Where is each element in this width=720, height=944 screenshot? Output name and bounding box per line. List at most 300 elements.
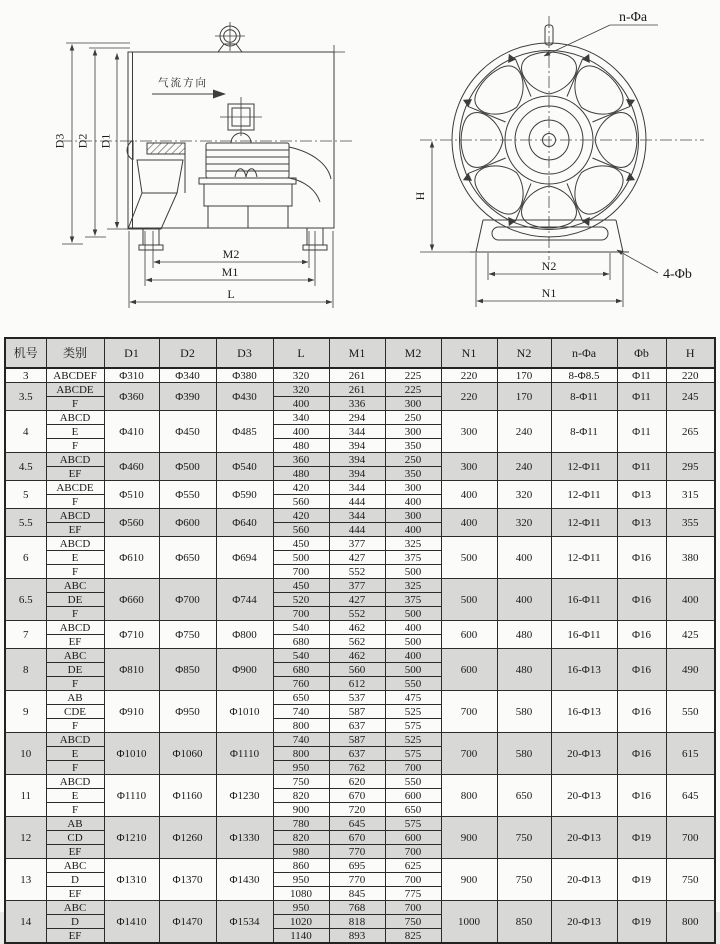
n1-label: N1 bbox=[541, 286, 557, 300]
cell-category: ABC bbox=[46, 859, 104, 873]
cell-fb: Φ16 bbox=[617, 537, 666, 579]
table-row bbox=[5, 775, 715, 789]
cell-l: 800 bbox=[273, 719, 329, 733]
cell-category: F bbox=[46, 439, 104, 453]
cell-m1: 770 bbox=[329, 873, 385, 887]
cell-fb: Φ11 bbox=[617, 453, 666, 481]
cell-m1: 818 bbox=[329, 915, 385, 929]
cell-fb: Φ11 bbox=[617, 383, 666, 411]
cell-d3: Φ430 bbox=[216, 383, 273, 411]
cell-n1: 220 bbox=[441, 368, 497, 383]
cell-h: 800 bbox=[666, 901, 715, 944]
cell-d1: Φ610 bbox=[104, 537, 159, 579]
cell-m1: 377 bbox=[329, 537, 385, 551]
table-row bbox=[5, 481, 715, 495]
table-row bbox=[5, 579, 715, 593]
cell-category: D bbox=[46, 873, 104, 887]
cell-l: 950 bbox=[273, 873, 329, 887]
table-row bbox=[5, 509, 715, 523]
cell-m1: 637 bbox=[329, 747, 385, 761]
cell-l: 450 bbox=[273, 579, 329, 593]
cell-size: 4.5 bbox=[5, 453, 46, 481]
cell-d3: Φ1534 bbox=[216, 901, 273, 944]
cell-na: 12-Φ11 bbox=[551, 537, 617, 579]
cell-m2: 600 bbox=[385, 831, 441, 845]
header-n2: N2 bbox=[497, 338, 551, 368]
cell-fb: Φ19 bbox=[617, 817, 666, 859]
cell-m1: 560 bbox=[329, 663, 385, 677]
cell-size: 11 bbox=[5, 775, 46, 817]
cell-d3: Φ694 bbox=[216, 537, 273, 579]
cell-d1: Φ810 bbox=[104, 649, 159, 691]
cell-fb: Φ16 bbox=[617, 621, 666, 649]
cell-size: 13 bbox=[5, 859, 46, 901]
cell-na: 20-Φ13 bbox=[551, 859, 617, 901]
cell-l: 320 bbox=[273, 383, 329, 397]
cell-category: AB bbox=[46, 691, 104, 705]
cell-l: 680 bbox=[273, 635, 329, 649]
cell-l: 860 bbox=[273, 859, 329, 873]
airflow-label: 气流方向 bbox=[158, 78, 208, 89]
cell-d2: Φ750 bbox=[159, 621, 216, 649]
cell-d1: Φ1210 bbox=[104, 817, 159, 859]
cell-category: F bbox=[46, 397, 104, 411]
cell-d3: Φ540 bbox=[216, 453, 273, 481]
cell-h: 615 bbox=[666, 733, 715, 775]
cell-d3: Φ1230 bbox=[216, 775, 273, 817]
cell-l: 700 bbox=[273, 607, 329, 621]
cell-l: 540 bbox=[273, 621, 329, 635]
cell-m1: 444 bbox=[329, 495, 385, 509]
cell-n1: 220 bbox=[441, 383, 497, 411]
cell-n1: 1000 bbox=[441, 901, 497, 944]
cell-category: F bbox=[46, 719, 104, 733]
cell-category: E bbox=[46, 747, 104, 761]
cell-d3: Φ1430 bbox=[216, 859, 273, 901]
cell-m1: 770 bbox=[329, 845, 385, 859]
cell-m2: 525 bbox=[385, 733, 441, 747]
cell-n2: 580 bbox=[497, 691, 551, 733]
cell-l: 1020 bbox=[273, 915, 329, 929]
cell-l: 950 bbox=[273, 901, 329, 915]
cell-l: 560 bbox=[273, 523, 329, 537]
cell-h: 315 bbox=[666, 481, 715, 509]
cell-n1: 300 bbox=[441, 411, 497, 453]
cell-m2: 300 bbox=[385, 481, 441, 495]
cell-l: 780 bbox=[273, 817, 329, 831]
bolt-a-label: n-Φa bbox=[618, 10, 648, 25]
cell-na: 8-Φ11 bbox=[551, 411, 617, 453]
cell-n1: 500 bbox=[441, 579, 497, 621]
cell-d3: Φ1110 bbox=[216, 733, 273, 775]
cell-fb: Φ13 bbox=[617, 481, 666, 509]
cell-na: 12-Φ11 bbox=[551, 509, 617, 537]
cell-d2: Φ500 bbox=[159, 453, 216, 481]
cell-d2: Φ1370 bbox=[159, 859, 216, 901]
header-d2: D2 bbox=[159, 338, 216, 368]
cell-na: 16-Φ13 bbox=[551, 649, 617, 691]
cell-category: DE bbox=[46, 663, 104, 677]
cell-m1: 695 bbox=[329, 859, 385, 873]
cell-m2: 500 bbox=[385, 607, 441, 621]
cell-d1: Φ360 bbox=[104, 383, 159, 411]
table-row bbox=[5, 537, 715, 551]
cell-l: 500 bbox=[273, 551, 329, 565]
cell-m2: 400 bbox=[385, 649, 441, 663]
cell-m1: 612 bbox=[329, 677, 385, 691]
cell-m2: 400 bbox=[385, 621, 441, 635]
cell-m1: 552 bbox=[329, 607, 385, 621]
cell-m1: 344 bbox=[329, 425, 385, 439]
cell-m1: 762 bbox=[329, 761, 385, 775]
cell-size: 6.5 bbox=[5, 579, 46, 621]
cell-d3: Φ1330 bbox=[216, 817, 273, 859]
header-size: 机号 bbox=[5, 338, 46, 368]
cell-size: 8 bbox=[5, 649, 46, 691]
cell-m1: 336 bbox=[329, 397, 385, 411]
cell-l: 740 bbox=[273, 705, 329, 719]
cell-fb: Φ13 bbox=[617, 509, 666, 537]
cell-category: EF bbox=[46, 887, 104, 901]
table-row bbox=[5, 383, 715, 397]
cell-m2: 775 bbox=[385, 887, 441, 901]
cell-d1: Φ660 bbox=[104, 579, 159, 621]
table-row bbox=[5, 453, 715, 467]
cell-l: 900 bbox=[273, 803, 329, 817]
header-fb: Φb bbox=[617, 338, 666, 368]
cell-n2: 320 bbox=[497, 509, 551, 537]
cell-l: 450 bbox=[273, 537, 329, 551]
dimension-h bbox=[413, 142, 432, 251]
cell-m2: 550 bbox=[385, 677, 441, 691]
cell-h: 700 bbox=[666, 817, 715, 859]
cell-n1: 400 bbox=[441, 509, 497, 537]
cell-n1: 600 bbox=[441, 649, 497, 691]
spec-table-body bbox=[5, 368, 715, 943]
cell-m1: 444 bbox=[329, 523, 385, 537]
cell-category: ABCD bbox=[46, 411, 104, 425]
cell-m1: 845 bbox=[329, 887, 385, 901]
pedestal bbox=[420, 220, 629, 252]
table-row bbox=[5, 621, 715, 635]
cell-n1: 800 bbox=[441, 775, 497, 817]
cell-d2: Φ950 bbox=[159, 691, 216, 733]
cell-l: 420 bbox=[273, 481, 329, 495]
cell-h: 245 bbox=[666, 383, 715, 411]
cell-m2: 825 bbox=[385, 929, 441, 944]
cell-n1: 600 bbox=[441, 621, 497, 649]
cell-d3: Φ900 bbox=[216, 649, 273, 691]
cell-m1: 552 bbox=[329, 565, 385, 579]
cell-d1: Φ910 bbox=[104, 691, 159, 733]
cell-m2: 400 bbox=[385, 495, 441, 509]
cell-d3: Φ640 bbox=[216, 509, 273, 537]
cell-n2: 750 bbox=[497, 817, 551, 859]
cell-fb: Φ11 bbox=[617, 368, 666, 383]
cell-m2: 500 bbox=[385, 663, 441, 677]
cell-m1: 462 bbox=[329, 621, 385, 635]
cell-size: 14 bbox=[5, 901, 46, 944]
cell-n1: 900 bbox=[441, 817, 497, 859]
cell-m2: 575 bbox=[385, 747, 441, 761]
h-label: H bbox=[413, 191, 427, 201]
cell-m1: 344 bbox=[329, 481, 385, 495]
cell-na: 8-Φ11 bbox=[551, 383, 617, 411]
d2-label: D2 bbox=[75, 133, 90, 149]
cell-m2: 300 bbox=[385, 509, 441, 523]
cell-category: ABCDE bbox=[46, 383, 104, 397]
cell-l: 480 bbox=[273, 467, 329, 481]
cell-na: 16-Φ11 bbox=[551, 579, 617, 621]
cell-m1: 768 bbox=[329, 901, 385, 915]
cell-n2: 650 bbox=[497, 775, 551, 817]
cell-category: ABCD bbox=[46, 775, 104, 789]
cell-m2: 650 bbox=[385, 803, 441, 817]
cell-l: 520 bbox=[273, 593, 329, 607]
cell-category: F bbox=[46, 803, 104, 817]
cell-l: 340 bbox=[273, 411, 329, 425]
cell-category: ABCD bbox=[46, 621, 104, 635]
cell-m1: 670 bbox=[329, 831, 385, 845]
cell-m2: 700 bbox=[385, 845, 441, 859]
cell-category: EF bbox=[46, 635, 104, 649]
cell-m1: 427 bbox=[329, 593, 385, 607]
cell-n2: 400 bbox=[497, 579, 551, 621]
bolt-b-label: 4-Φb bbox=[663, 267, 692, 282]
table-row bbox=[5, 733, 715, 747]
cell-n2: 170 bbox=[497, 383, 551, 411]
cell-fb: Φ16 bbox=[617, 691, 666, 733]
header-d3: D3 bbox=[216, 338, 273, 368]
cell-d3: Φ744 bbox=[216, 579, 273, 621]
cell-d3: Φ1010 bbox=[216, 691, 273, 733]
cell-m1: 344 bbox=[329, 509, 385, 523]
cell-size: 9 bbox=[5, 691, 46, 733]
cell-n1: 500 bbox=[441, 537, 497, 579]
dimension-m2 bbox=[153, 231, 309, 268]
cell-d2: Φ600 bbox=[159, 509, 216, 537]
cell-d2: Φ650 bbox=[159, 537, 216, 579]
callout-foot-bolts bbox=[617, 250, 692, 282]
cell-m2: 750 bbox=[385, 915, 441, 929]
cell-l: 560 bbox=[273, 495, 329, 509]
cell-m1: 587 bbox=[329, 705, 385, 719]
cell-m2: 250 bbox=[385, 411, 441, 425]
cell-m2: 700 bbox=[385, 761, 441, 775]
cell-d2: Φ390 bbox=[159, 383, 216, 411]
cell-category: F bbox=[46, 565, 104, 579]
cell-m2: 375 bbox=[385, 593, 441, 607]
cell-l: 800 bbox=[273, 747, 329, 761]
cell-category: F bbox=[46, 607, 104, 621]
cell-m1: 720 bbox=[329, 803, 385, 817]
cell-category: F bbox=[46, 495, 104, 509]
cell-category: ABC bbox=[46, 901, 104, 915]
cell-m1: 261 bbox=[329, 368, 385, 383]
cell-m2: 350 bbox=[385, 439, 441, 453]
cell-h: 425 bbox=[666, 621, 715, 649]
cell-na: 20-Φ13 bbox=[551, 817, 617, 859]
table-row bbox=[5, 691, 715, 705]
cell-fb: Φ16 bbox=[617, 649, 666, 691]
cell-size: 4 bbox=[5, 411, 46, 453]
cell-m1: 620 bbox=[329, 775, 385, 789]
header-category: 类别 bbox=[46, 338, 104, 368]
cell-m2: 500 bbox=[385, 635, 441, 649]
cell-m2: 475 bbox=[385, 691, 441, 705]
cell-fb: Φ19 bbox=[617, 901, 666, 944]
cell-l: 320 bbox=[273, 368, 329, 383]
cell-n1: 700 bbox=[441, 691, 497, 733]
cell-l: 1140 bbox=[273, 929, 329, 944]
cell-category: AB bbox=[46, 817, 104, 831]
cell-n2: 320 bbox=[497, 481, 551, 509]
cell-h: 400 bbox=[666, 579, 715, 621]
cell-m1: 427 bbox=[329, 551, 385, 565]
cell-category: E bbox=[46, 789, 104, 803]
table-row bbox=[5, 859, 715, 873]
airflow-direction bbox=[152, 76, 226, 99]
motor bbox=[199, 97, 331, 228]
cell-d1: Φ560 bbox=[104, 509, 159, 537]
table-row bbox=[5, 411, 715, 425]
cell-m2: 325 bbox=[385, 579, 441, 593]
l-label: L bbox=[227, 287, 235, 301]
cell-category: EF bbox=[46, 467, 104, 481]
cell-m1: 670 bbox=[329, 789, 385, 803]
cell-l: 650 bbox=[273, 691, 329, 705]
cell-m2: 350 bbox=[385, 467, 441, 481]
cell-n1: 400 bbox=[441, 481, 497, 509]
cell-d1: Φ1010 bbox=[104, 733, 159, 775]
cell-l: 760 bbox=[273, 677, 329, 691]
cell-m2: 300 bbox=[385, 397, 441, 411]
cell-n2: 850 bbox=[497, 901, 551, 944]
cell-n2: 400 bbox=[497, 537, 551, 579]
cell-h: 355 bbox=[666, 509, 715, 537]
cell-category: CDE bbox=[46, 705, 104, 719]
cell-d1: Φ310 bbox=[104, 368, 159, 383]
callout-bolt-circle bbox=[544, 10, 658, 56]
cell-d2: Φ340 bbox=[159, 368, 216, 383]
cell-category: D bbox=[46, 915, 104, 929]
cell-d1: Φ1310 bbox=[104, 859, 159, 901]
cell-l: 980 bbox=[273, 845, 329, 859]
cell-d1: Φ1410 bbox=[104, 901, 159, 944]
cell-n2: 170 bbox=[497, 368, 551, 383]
d3-label: D3 bbox=[52, 133, 67, 149]
cell-n2: 240 bbox=[497, 411, 551, 453]
cell-na: 16-Φ11 bbox=[551, 621, 617, 649]
cell-m2: 250 bbox=[385, 453, 441, 467]
cell-category: EF bbox=[46, 845, 104, 859]
table-row bbox=[5, 649, 715, 663]
cell-h: 380 bbox=[666, 537, 715, 579]
cell-h: 750 bbox=[666, 859, 715, 901]
cell-category: ABCD bbox=[46, 509, 104, 523]
cell-m2: 700 bbox=[385, 901, 441, 915]
cell-l: 950 bbox=[273, 761, 329, 775]
m1-label: M1 bbox=[221, 265, 239, 279]
cell-category: ABC bbox=[46, 649, 104, 663]
cell-fb: Φ16 bbox=[617, 579, 666, 621]
cell-l: 400 bbox=[273, 397, 329, 411]
cell-l: 360 bbox=[273, 453, 329, 467]
motor-base bbox=[199, 178, 296, 184]
cell-m2: 575 bbox=[385, 817, 441, 831]
cell-m2: 625 bbox=[385, 859, 441, 873]
dimension-table bbox=[4, 337, 716, 944]
cell-n2: 750 bbox=[497, 859, 551, 901]
cell-size: 6 bbox=[5, 537, 46, 579]
cell-category: F bbox=[46, 677, 104, 691]
cell-l: 820 bbox=[273, 789, 329, 803]
cell-m1: 645 bbox=[329, 817, 385, 831]
cell-h: 220 bbox=[666, 368, 715, 383]
cell-d2: Φ550 bbox=[159, 481, 216, 509]
cell-d3: Φ800 bbox=[216, 621, 273, 649]
cell-m1: 562 bbox=[329, 635, 385, 649]
cell-m1: 462 bbox=[329, 649, 385, 663]
header-h: H bbox=[666, 338, 715, 368]
cell-category: E bbox=[46, 551, 104, 565]
header-na: n-Φa bbox=[551, 338, 617, 368]
cell-d3: Φ380 bbox=[216, 368, 273, 383]
cell-m1: 893 bbox=[329, 929, 385, 944]
cell-d3: Φ590 bbox=[216, 481, 273, 509]
cell-l: 480 bbox=[273, 439, 329, 453]
fan-side-view bbox=[53, 22, 353, 308]
cell-m1: 394 bbox=[329, 467, 385, 481]
cell-d2: Φ850 bbox=[159, 649, 216, 691]
cell-d1: Φ410 bbox=[104, 411, 159, 453]
cell-n1: 900 bbox=[441, 859, 497, 901]
cell-d2: Φ1060 bbox=[159, 733, 216, 775]
cell-category: ABCDE bbox=[46, 481, 104, 495]
header-m1: M1 bbox=[329, 338, 385, 368]
cell-d2: Φ450 bbox=[159, 411, 216, 453]
cell-category: ABCDEF bbox=[46, 368, 104, 383]
table-header-row bbox=[5, 338, 715, 368]
cell-n2: 480 bbox=[497, 621, 551, 649]
cell-l: 820 bbox=[273, 831, 329, 845]
m2-label: M2 bbox=[222, 247, 240, 261]
cell-na: 8-Φ8.5 bbox=[551, 368, 617, 383]
table-row bbox=[5, 817, 715, 831]
cell-n1: 300 bbox=[441, 453, 497, 481]
cell-fb: Φ16 bbox=[617, 733, 666, 775]
n2-label: N2 bbox=[541, 259, 557, 273]
cell-category: ABC bbox=[46, 579, 104, 593]
cell-n2: 240 bbox=[497, 453, 551, 481]
cell-m1: 537 bbox=[329, 691, 385, 705]
cell-m2: 575 bbox=[385, 719, 441, 733]
cell-h: 550 bbox=[666, 691, 715, 733]
cell-na: 16-Φ13 bbox=[551, 691, 617, 733]
cell-fb: Φ11 bbox=[617, 411, 666, 453]
cell-d1: Φ510 bbox=[104, 481, 159, 509]
fan-front-view bbox=[413, 10, 704, 307]
header-l: L bbox=[273, 338, 329, 368]
cell-na: 20-Φ13 bbox=[551, 901, 617, 944]
cell-fb: Φ16 bbox=[617, 775, 666, 817]
cell-m2: 225 bbox=[385, 383, 441, 397]
header-m2: M2 bbox=[385, 338, 441, 368]
cell-d1: Φ460 bbox=[104, 453, 159, 481]
cell-m2: 600 bbox=[385, 789, 441, 803]
cell-m2: 525 bbox=[385, 705, 441, 719]
cell-l: 400 bbox=[273, 425, 329, 439]
